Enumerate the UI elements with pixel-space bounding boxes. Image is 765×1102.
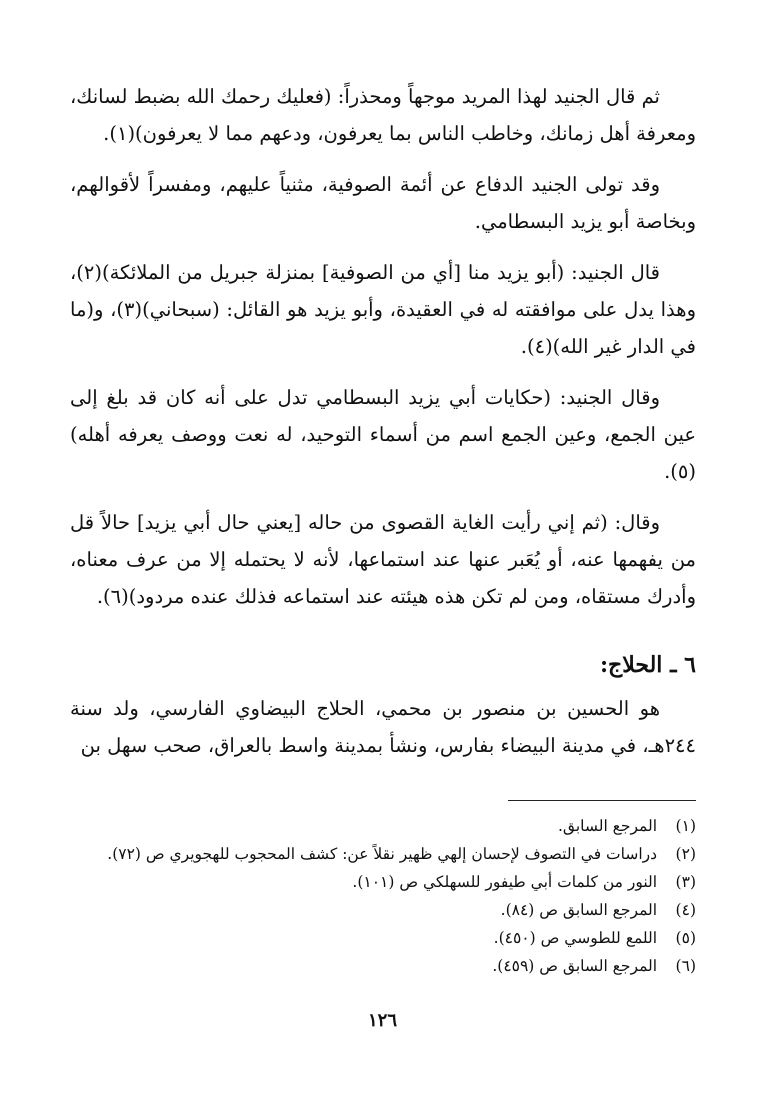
- page-number: ١٢٦: [367, 1010, 397, 1031]
- footnote-number: (٥): [675, 929, 696, 947]
- footnotes: [70, 812, 696, 980]
- section-paragraph: هو الحسين بن منصور بن محمي، الحلاج البيضاوي الفارسي، ولد سنة ٢٤٤هـ، في مدينة البيضاء بفارس، ونشأ بمدينة واسط بالعراق، صحب سهل بن: [70, 697, 696, 757]
- paragraph-3: قال الجنيد: (أبو يزيد منا [أي من الصوفية] بمنزلة جبريل من الملائكة)(٢)، وهذا يدل على موافقته له في العقيدة، وأبو يزيد هو القائل: (سبحاني)(٣)، و(ما في الدار غير الله)(٤).: [70, 261, 696, 358]
- paragraph-4: وقال الجنيد: (حكايات أبي يزيد البسطامي تدل على أنه كان قد بلغ إلى عين الجمع، وعين الجمع اسم من أسماء التوحيد، له نعت ووصف يعرفه أهله)(٥).: [70, 386, 696, 483]
- footnote: [70, 840, 696, 868]
- footnote: [70, 868, 696, 896]
- footnote: [70, 924, 696, 952]
- footnote-text: النور من كلمات أبي طيفور للسهلكي ص (١٠١).: [352, 873, 658, 891]
- paragraph-2: وقد تولى الجنيد الدفاع عن أئمة الصوفية، مثنياً عليهم، ومفسراً لأقوالهم، وبخاصة أبو يزيد البسطامي.: [70, 173, 696, 233]
- footnote-text: المرجع السابق ص (٨٤).: [500, 901, 658, 919]
- paragraph-1: ثم قال الجنيد لهذا المريد موجهاً ومحذراً: (فعليك رحمك الله بضبط لسانك، ومعرفة أهل زمانك، وخاطب الناس بما يعرفون، ودعهم مما لا يعرفون)(١).: [70, 85, 696, 145]
- footnote: [70, 812, 696, 840]
- footnote-text: المرجع السابق.: [558, 817, 658, 835]
- section-heading: ٦ ـ الحلاج:: [599, 652, 696, 678]
- footnote-text: دراسات في التصوف لإحسان إلهي ظهير نقلاً عن: كشف المحجوب للهجويري ص (٧٢).: [107, 845, 658, 863]
- footnote-number: (١): [675, 817, 696, 835]
- footnote-number: (٢): [675, 845, 696, 863]
- footnote-number: (٦): [675, 957, 696, 975]
- footnote-number: (٤): [675, 901, 696, 919]
- paragraph-5: وقال: (ثم إني رأيت الغاية القصوى من حاله [يعني حال أبي يزيد] حالاً قل من يفهمها عنه، أو يُعَبر عنها عند استماعها، لأنه لا يحتمله إلا من عرف معناه، وأدرك مستقاه، ومن لم تكن هذه هيئته عند استماعه فذلك عنده مردود)(٦).: [70, 511, 696, 608]
- footnote: [70, 896, 696, 924]
- footnote-divider: [508, 800, 696, 801]
- footnote-text: اللمع للطوسي ص (٤٥٠).: [493, 929, 658, 947]
- footnote: [70, 952, 696, 980]
- footnote-number: (٣): [675, 873, 696, 891]
- footnote-text: المرجع السابق ص (٤٥٩).: [492, 957, 658, 975]
- main-text: [70, 78, 696, 764]
